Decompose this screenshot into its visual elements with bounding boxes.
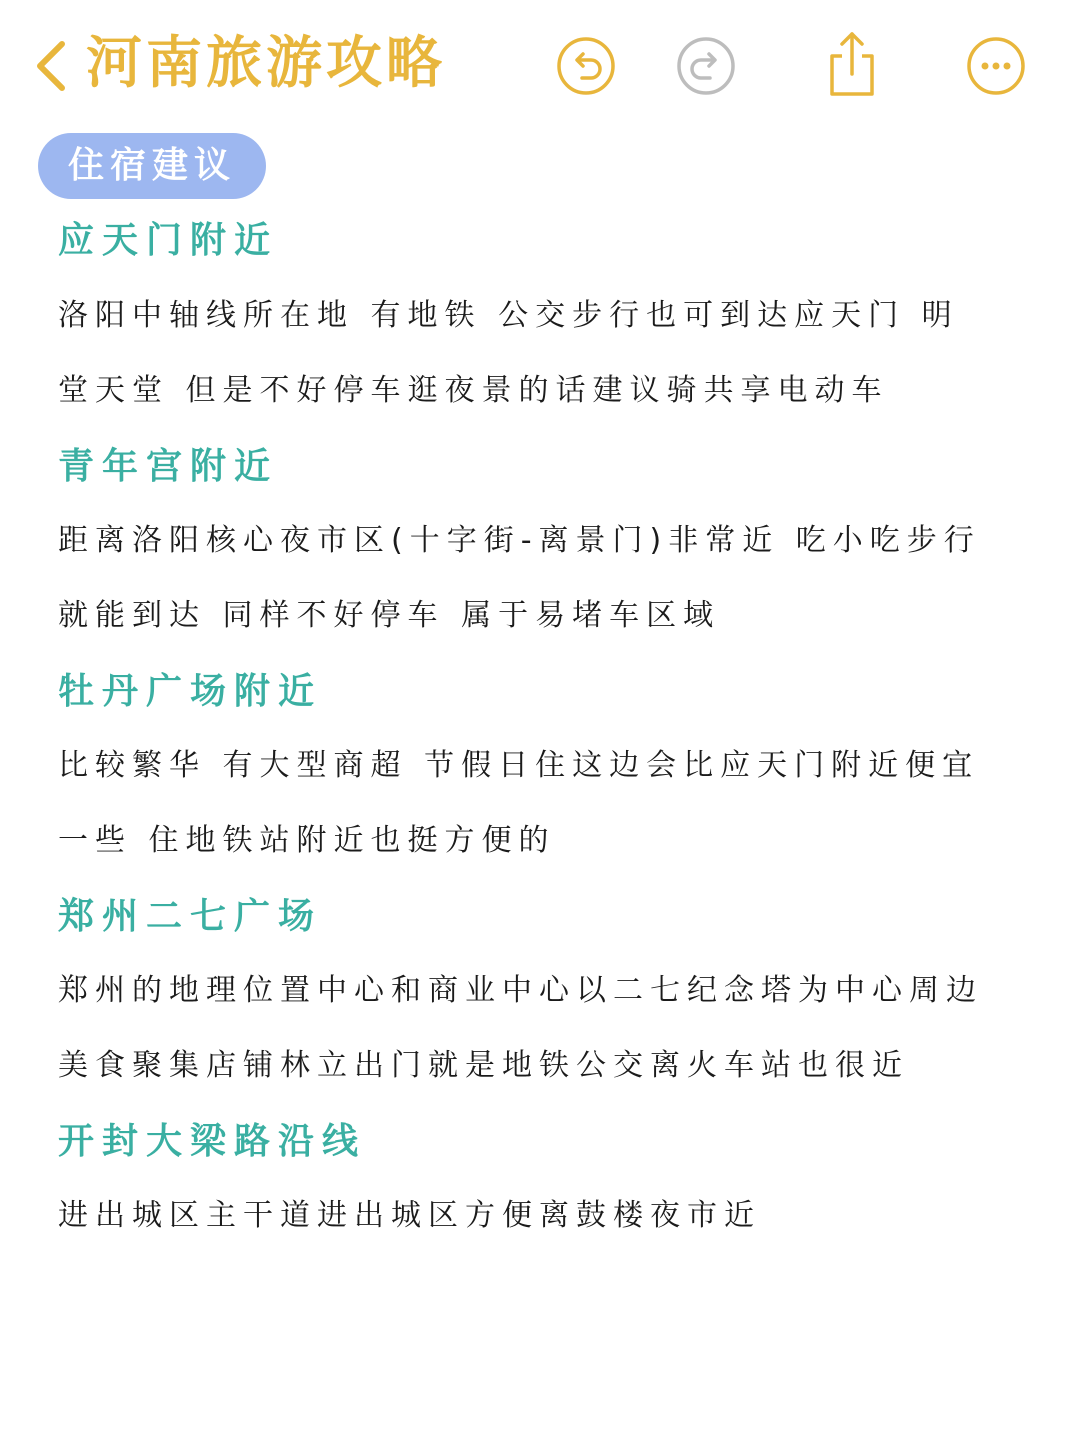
body-line: 就能到达 同样不好停车 属于易堵车区域 xyxy=(58,598,721,633)
body-line: 距离洛阳核心夜市区(十字街-离景门)非常近 吃小吃步行 xyxy=(58,523,981,558)
body-line: 进出城区主干道进出城区方便离鼓楼夜市近 xyxy=(58,1198,761,1233)
body-line: 郑州的地理位置中心和商业中心以二七纪念塔为中心周边 xyxy=(58,973,983,1008)
share-icon xyxy=(820,28,884,100)
back-button[interactable] xyxy=(30,34,78,98)
chevron-left-icon xyxy=(30,34,78,98)
section-heading: 牡丹广场附近 xyxy=(58,671,323,712)
body-line: 美食聚集店铺林立出门就是地铁公交离火车站也很近 xyxy=(58,1048,909,1083)
redo-button[interactable] xyxy=(674,34,738,98)
section-heading: 青年宫附近 xyxy=(58,446,279,487)
section-heading: 开封大梁路沿线 xyxy=(58,1121,367,1162)
undo-icon xyxy=(554,34,618,98)
redo-icon xyxy=(674,34,738,98)
section-tag: 住宿建议 xyxy=(38,133,266,199)
share-button[interactable] xyxy=(820,28,884,100)
body-line: 一些 住地铁站附近也挺方便的 xyxy=(58,823,556,858)
body-line: 堂天堂 但是不好停车逛夜景的话建议骑共享电动车 xyxy=(58,373,889,408)
undo-button[interactable] xyxy=(554,34,618,98)
body-line: 比较繁华 有大型商超 节假日住这边会比应天门附近便宜 xyxy=(58,748,980,783)
more-button[interactable] xyxy=(964,34,1028,98)
more-icon xyxy=(964,34,1028,98)
top-toolbar xyxy=(0,0,1080,130)
body-line: 洛阳中轴线所在地 有地铁 公交步行也可到达应天门 明 xyxy=(58,298,959,333)
section-heading: 应天门附近 xyxy=(58,220,279,261)
note-title: 河南旅游攻略 xyxy=(86,31,446,96)
section-heading: 郑州二七广场 xyxy=(58,896,323,937)
